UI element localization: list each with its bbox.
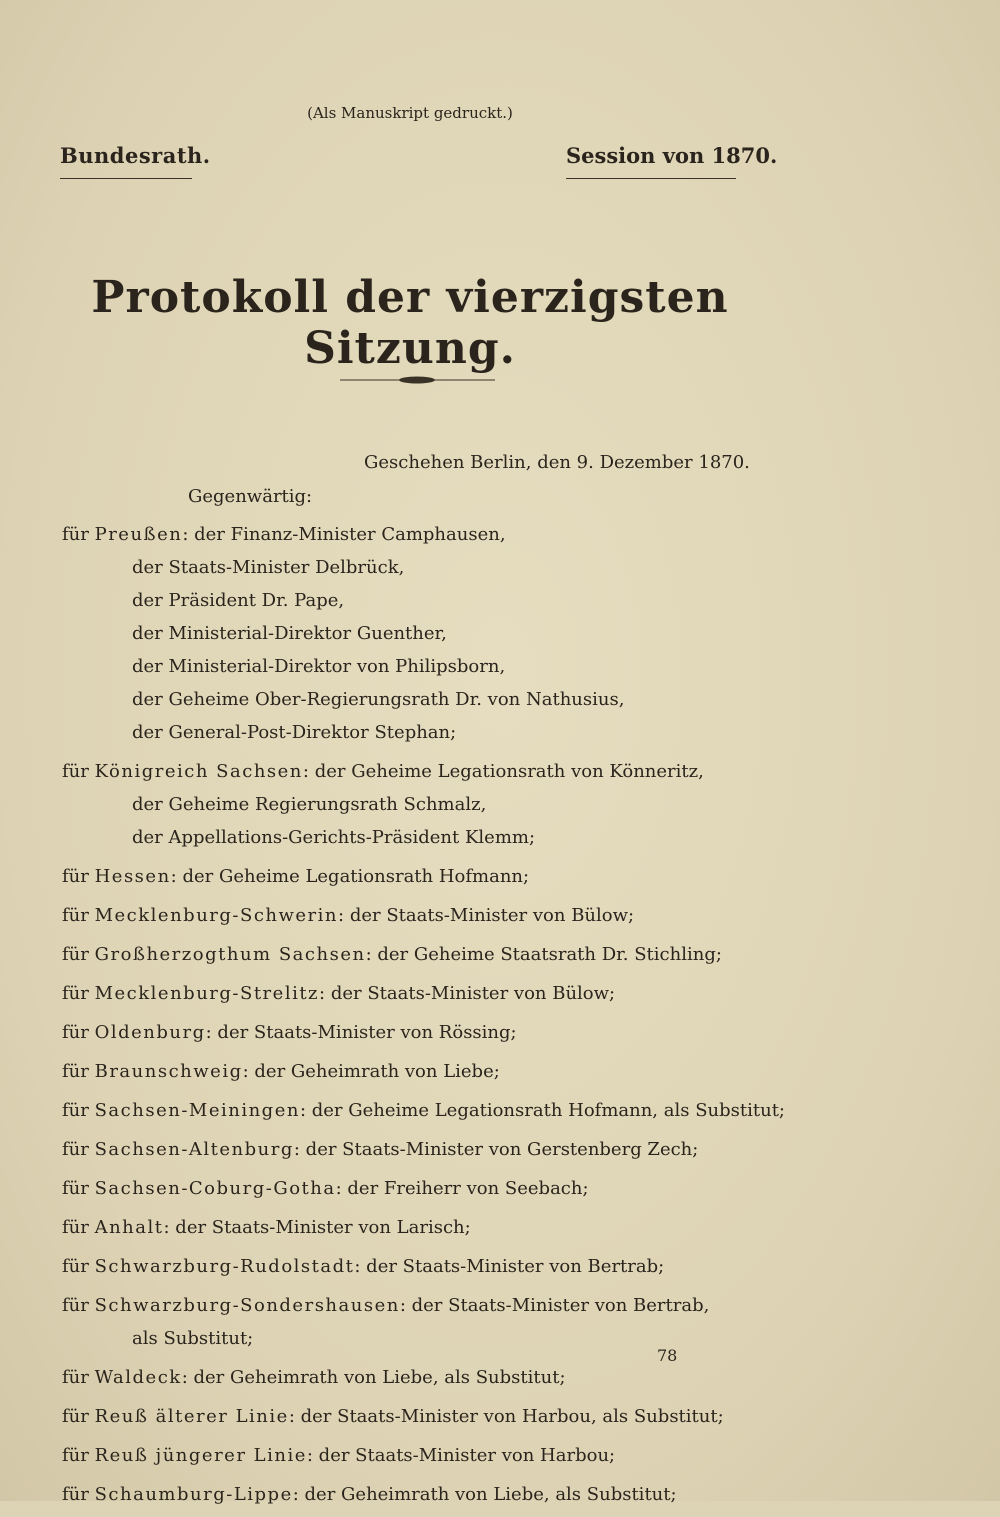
entry-first-line: für Schwarzburg-Rudolstadt: der Staats-Minister von Bertrab; — [62, 1256, 665, 1277]
for-label: für — [62, 1061, 89, 1082]
attendance-list — [62, 518, 785, 1517]
entry-first-line: für Sachsen-Altenburg: der Staats-Minister von Gerstenberg Zech; — [62, 1139, 699, 1160]
state-name: Sachsen-Meiningen — [94, 1100, 300, 1121]
header-left: Bundesrath. — [60, 143, 211, 168]
delegate-text: der Geheime Legationsrath von Könneritz, — [314, 761, 704, 782]
for-label: für — [62, 944, 89, 965]
for-label: für — [62, 1256, 89, 1277]
entry-first-line: für Königreich Sachsen: der Geheime Legationsrath von Könneritz, — [62, 761, 704, 782]
delegate-text: der Ministerial-Direktor von Philipsborn, — [132, 656, 506, 677]
entry-first-line: für Schaumburg-Lippe: der Geheimrath von Liebe, als Substitut; — [62, 1484, 677, 1505]
for-label: für — [62, 761, 89, 782]
entry-continuation-line — [62, 788, 782, 821]
delegate-text: der Geheime Regierungsrath Schmalz, — [132, 794, 487, 815]
entry-first-line: für Oldenburg: der Staats-Minister von Rössing; — [62, 1022, 517, 1043]
delegate-text: der Staats-Minister von Bertrab, — [411, 1295, 710, 1316]
entry-first-line: für Sachsen-Coburg-Gotha: der Freiherr von Seebach; — [62, 1178, 589, 1199]
entry-first-line: für Anhalt: der Staats-Minister von Larisch; — [62, 1217, 471, 1238]
for-label: für — [62, 905, 89, 926]
attendance-entry — [62, 938, 782, 971]
state-name: Mecklenburg-Strelitz — [94, 983, 320, 1004]
for-label: für — [62, 524, 89, 545]
entry-continuation-line — [62, 716, 782, 749]
for-label: für — [62, 983, 89, 1004]
entry-first-line: für Mecklenburg-Strelitz: der Staats-Minister von Bülow; — [62, 983, 616, 1004]
delegate-text: der Freiherr von Seebach; — [347, 1178, 589, 1199]
state-name: Anhalt — [94, 1217, 164, 1238]
for-label: für — [62, 1139, 89, 1160]
delegate-text: der Staats-Minister von Larisch; — [175, 1217, 471, 1238]
entry-first-line: für Preußen: der Finanz-Minister Camphausen, — [62, 524, 506, 545]
attendance-entry — [62, 1361, 782, 1394]
state-name: Waldeck — [94, 1367, 182, 1388]
for-label: für — [62, 1022, 89, 1043]
state-name: Preußen — [94, 524, 183, 545]
for-label: für — [62, 1406, 89, 1427]
delegate-text: der Staats-Minister von Bülow; — [330, 983, 616, 1004]
attendance-entry — [62, 1478, 782, 1511]
for-label: für — [62, 866, 89, 887]
delegate-text: der Geheime Ober-Regierungsrath Dr. von Nathusius, — [132, 689, 625, 710]
attendance-entry — [62, 1133, 782, 1166]
delegate-text: der Geheime Staatsrath Dr. Stichling; — [377, 944, 722, 965]
delegate-text: der Finanz-Minister Camphausen, — [194, 524, 506, 545]
state-name: Sachsen-Altenburg — [94, 1139, 294, 1160]
state-name: Königreich Sachsen — [94, 761, 303, 782]
delegate-text: der Staats-Minister von Rössing; — [217, 1022, 517, 1043]
state-name: Großherzogthum Sachsen — [94, 944, 366, 965]
for-label: für — [62, 1445, 89, 1466]
state-name: Reuß jüngerer Linie — [94, 1445, 307, 1466]
header-right-rule — [566, 178, 736, 179]
for-label: für — [62, 1178, 89, 1199]
attendance-entry — [62, 518, 782, 749]
ornament-divider — [340, 374, 495, 386]
state-name: Sachsen-Coburg-Gotha — [94, 1178, 336, 1199]
attendance-entry — [62, 1016, 782, 1049]
present-label: Gegenwärtig: — [188, 486, 313, 507]
delegate-text: der Staats-Minister von Bertrab; — [366, 1256, 665, 1277]
delegate-text: der Staats-Minister von Harbou, als Substitut; — [300, 1406, 724, 1427]
attendance-entry — [62, 1250, 782, 1283]
state-name: Reuß älterer Linie — [94, 1406, 289, 1427]
state-name: Oldenburg — [94, 1022, 206, 1043]
delegate-text: der Staats-Minister von Harbou; — [318, 1445, 616, 1466]
entry-continuation-line — [62, 584, 782, 617]
delegate-text: als Substitut; — [132, 1328, 254, 1349]
delegate-text: der Geheimrath von Liebe; — [254, 1061, 500, 1082]
entry-first-line: für Reuß älterer Linie: der Staats-Minister von Harbou, als Substitut; — [62, 1406, 724, 1427]
print-note: (Als Manuskript gedruckt.) — [307, 104, 513, 122]
for-label: für — [62, 1295, 89, 1316]
delegate-text: der Staats-Minister von Bülow; — [349, 905, 635, 926]
attendance-entry — [62, 1211, 782, 1244]
entry-continuation-line — [62, 617, 782, 650]
entry-first-line: für Mecklenburg-Schwerin: der Staats-Minister von Bülow; — [62, 905, 635, 926]
header-left-rule — [60, 178, 192, 179]
for-label: für — [62, 1100, 89, 1121]
delegate-text: der Geheimrath von Liebe, als Substitut; — [304, 1484, 677, 1505]
entry-first-line: für Hessen: der Geheime Legationsrath Hofmann; — [62, 866, 530, 887]
entry-continuation-line — [62, 821, 782, 854]
entry-continuation-line — [62, 551, 782, 584]
state-name: Mecklenburg-Schwerin — [94, 905, 339, 926]
attendance-entry — [62, 977, 782, 1010]
delegate-text: der Geheimrath von Liebe, als Substitut; — [193, 1367, 566, 1388]
delegate-text: der General-Post-Direktor Stephan; — [132, 722, 457, 743]
delegate-text: der Präsident Dr. Pape, — [132, 590, 345, 611]
attendance-entry — [62, 1172, 782, 1205]
attendance-entry — [62, 1439, 782, 1472]
state-name: Schaumburg-Lippe — [94, 1484, 293, 1505]
attendance-entry — [62, 860, 782, 893]
for-label: für — [62, 1367, 89, 1388]
delegate-text: der Staats-Minister von Gerstenberg Zech; — [305, 1139, 699, 1160]
attendance-entry — [62, 1055, 782, 1088]
header-right: Session von 1870. — [566, 143, 778, 168]
for-label: für — [62, 1484, 89, 1505]
attendance-entry — [62, 899, 782, 932]
delegate-text: der Appellations-Gerichts-Präsident Klemm; — [132, 827, 536, 848]
delegate-text: der Geheime Legationsrath Hofmann; — [182, 866, 530, 887]
state-name: Schwarzburg-Sondershausen — [94, 1295, 400, 1316]
delegate-text: der Staats-Minister Delbrück, — [132, 557, 405, 578]
entry-continuation-line — [62, 650, 782, 683]
state-name: Braunschweig — [94, 1061, 243, 1082]
state-name: Hessen — [94, 866, 171, 887]
attendance-entry — [62, 1400, 782, 1433]
delegate-text: der Ministerial-Direktor Guenther, — [132, 623, 447, 644]
attendance-entry — [62, 755, 782, 854]
entry-first-line: für Braunschweig: der Geheimrath von Liebe; — [62, 1061, 500, 1082]
place-date: Geschehen Berlin, den 9. Dezember 1870. — [364, 452, 750, 473]
state-name: Schwarzburg-Rudolstadt — [94, 1256, 355, 1277]
entry-first-line: für Großherzogthum Sachsen: der Geheime Staatsrath Dr. Stichling; — [62, 944, 722, 965]
for-label: für — [62, 1217, 89, 1238]
entry-first-line: für Schwarzburg-Sondershausen: der Staats-Minister von Bertrab, — [62, 1295, 710, 1316]
entry-first-line: für Sachsen-Meiningen: der Geheime Legationsrath Hofmann, als Substitut; — [62, 1100, 785, 1121]
entry-first-line: für Reuß jüngerer Linie: der Staats-Minister von Harbou; — [62, 1445, 616, 1466]
document-title: Protokoll der vierzigsten Sitzung. — [91, 272, 729, 374]
attendance-entry — [62, 1094, 785, 1127]
delegate-text: der Geheime Legationsrath Hofmann, als Substitut; — [311, 1100, 785, 1121]
page-number: 78 — [657, 1346, 678, 1365]
entry-continuation-line — [62, 683, 782, 716]
entry-first-line: für Waldeck: der Geheimrath von Liebe, als Substitut; — [62, 1367, 566, 1388]
